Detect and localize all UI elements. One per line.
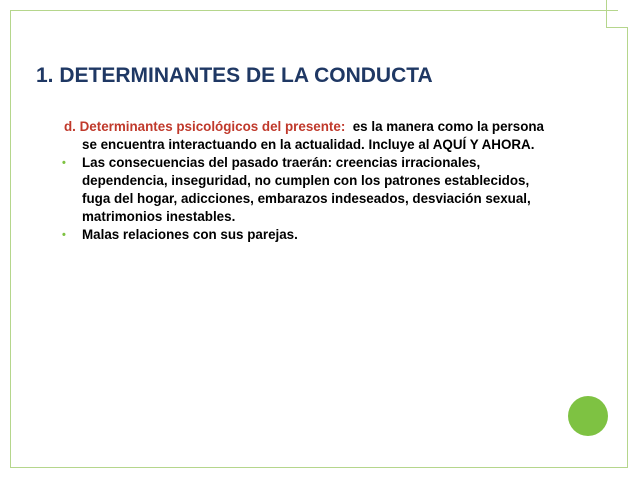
bullet-text: Las consecuencias del pasado traerán: creencias irracionales, dependencia, inseguridad, no cumplen con los patrones establecidos, fuga del hogar, adicciones, embarazos indeseados, desviación sexual, matrimonios inestables. [82, 155, 531, 224]
bullet-icon: • [62, 157, 66, 169]
slide-content [64, 118, 554, 244]
green-circle-decoration [568, 396, 608, 436]
frame-left-line [10, 10, 11, 468]
intro-paragraph [64, 118, 554, 154]
bullet-item-relationships [64, 226, 554, 244]
bullet-item-consequences [64, 154, 554, 226]
frame-right-line [627, 28, 628, 468]
frame-top-line [10, 10, 618, 11]
bullet-icon: • [62, 229, 66, 241]
intro-text: es la manera como la persona se encuentra interactuando en la actualidad. Incluye al AQUÍ Y AHORA. [82, 119, 545, 152]
bullet-text: Malas relaciones con sus parejas. [82, 227, 298, 242]
frame-corner-notch [606, 0, 628, 28]
slide-title: 1. DETERMINANTES DE LA CONDUCTA [36, 64, 433, 87]
frame-bottom-line [10, 467, 628, 468]
intro-lead: d. Determinantes psicológicos del presente: [64, 119, 346, 134]
